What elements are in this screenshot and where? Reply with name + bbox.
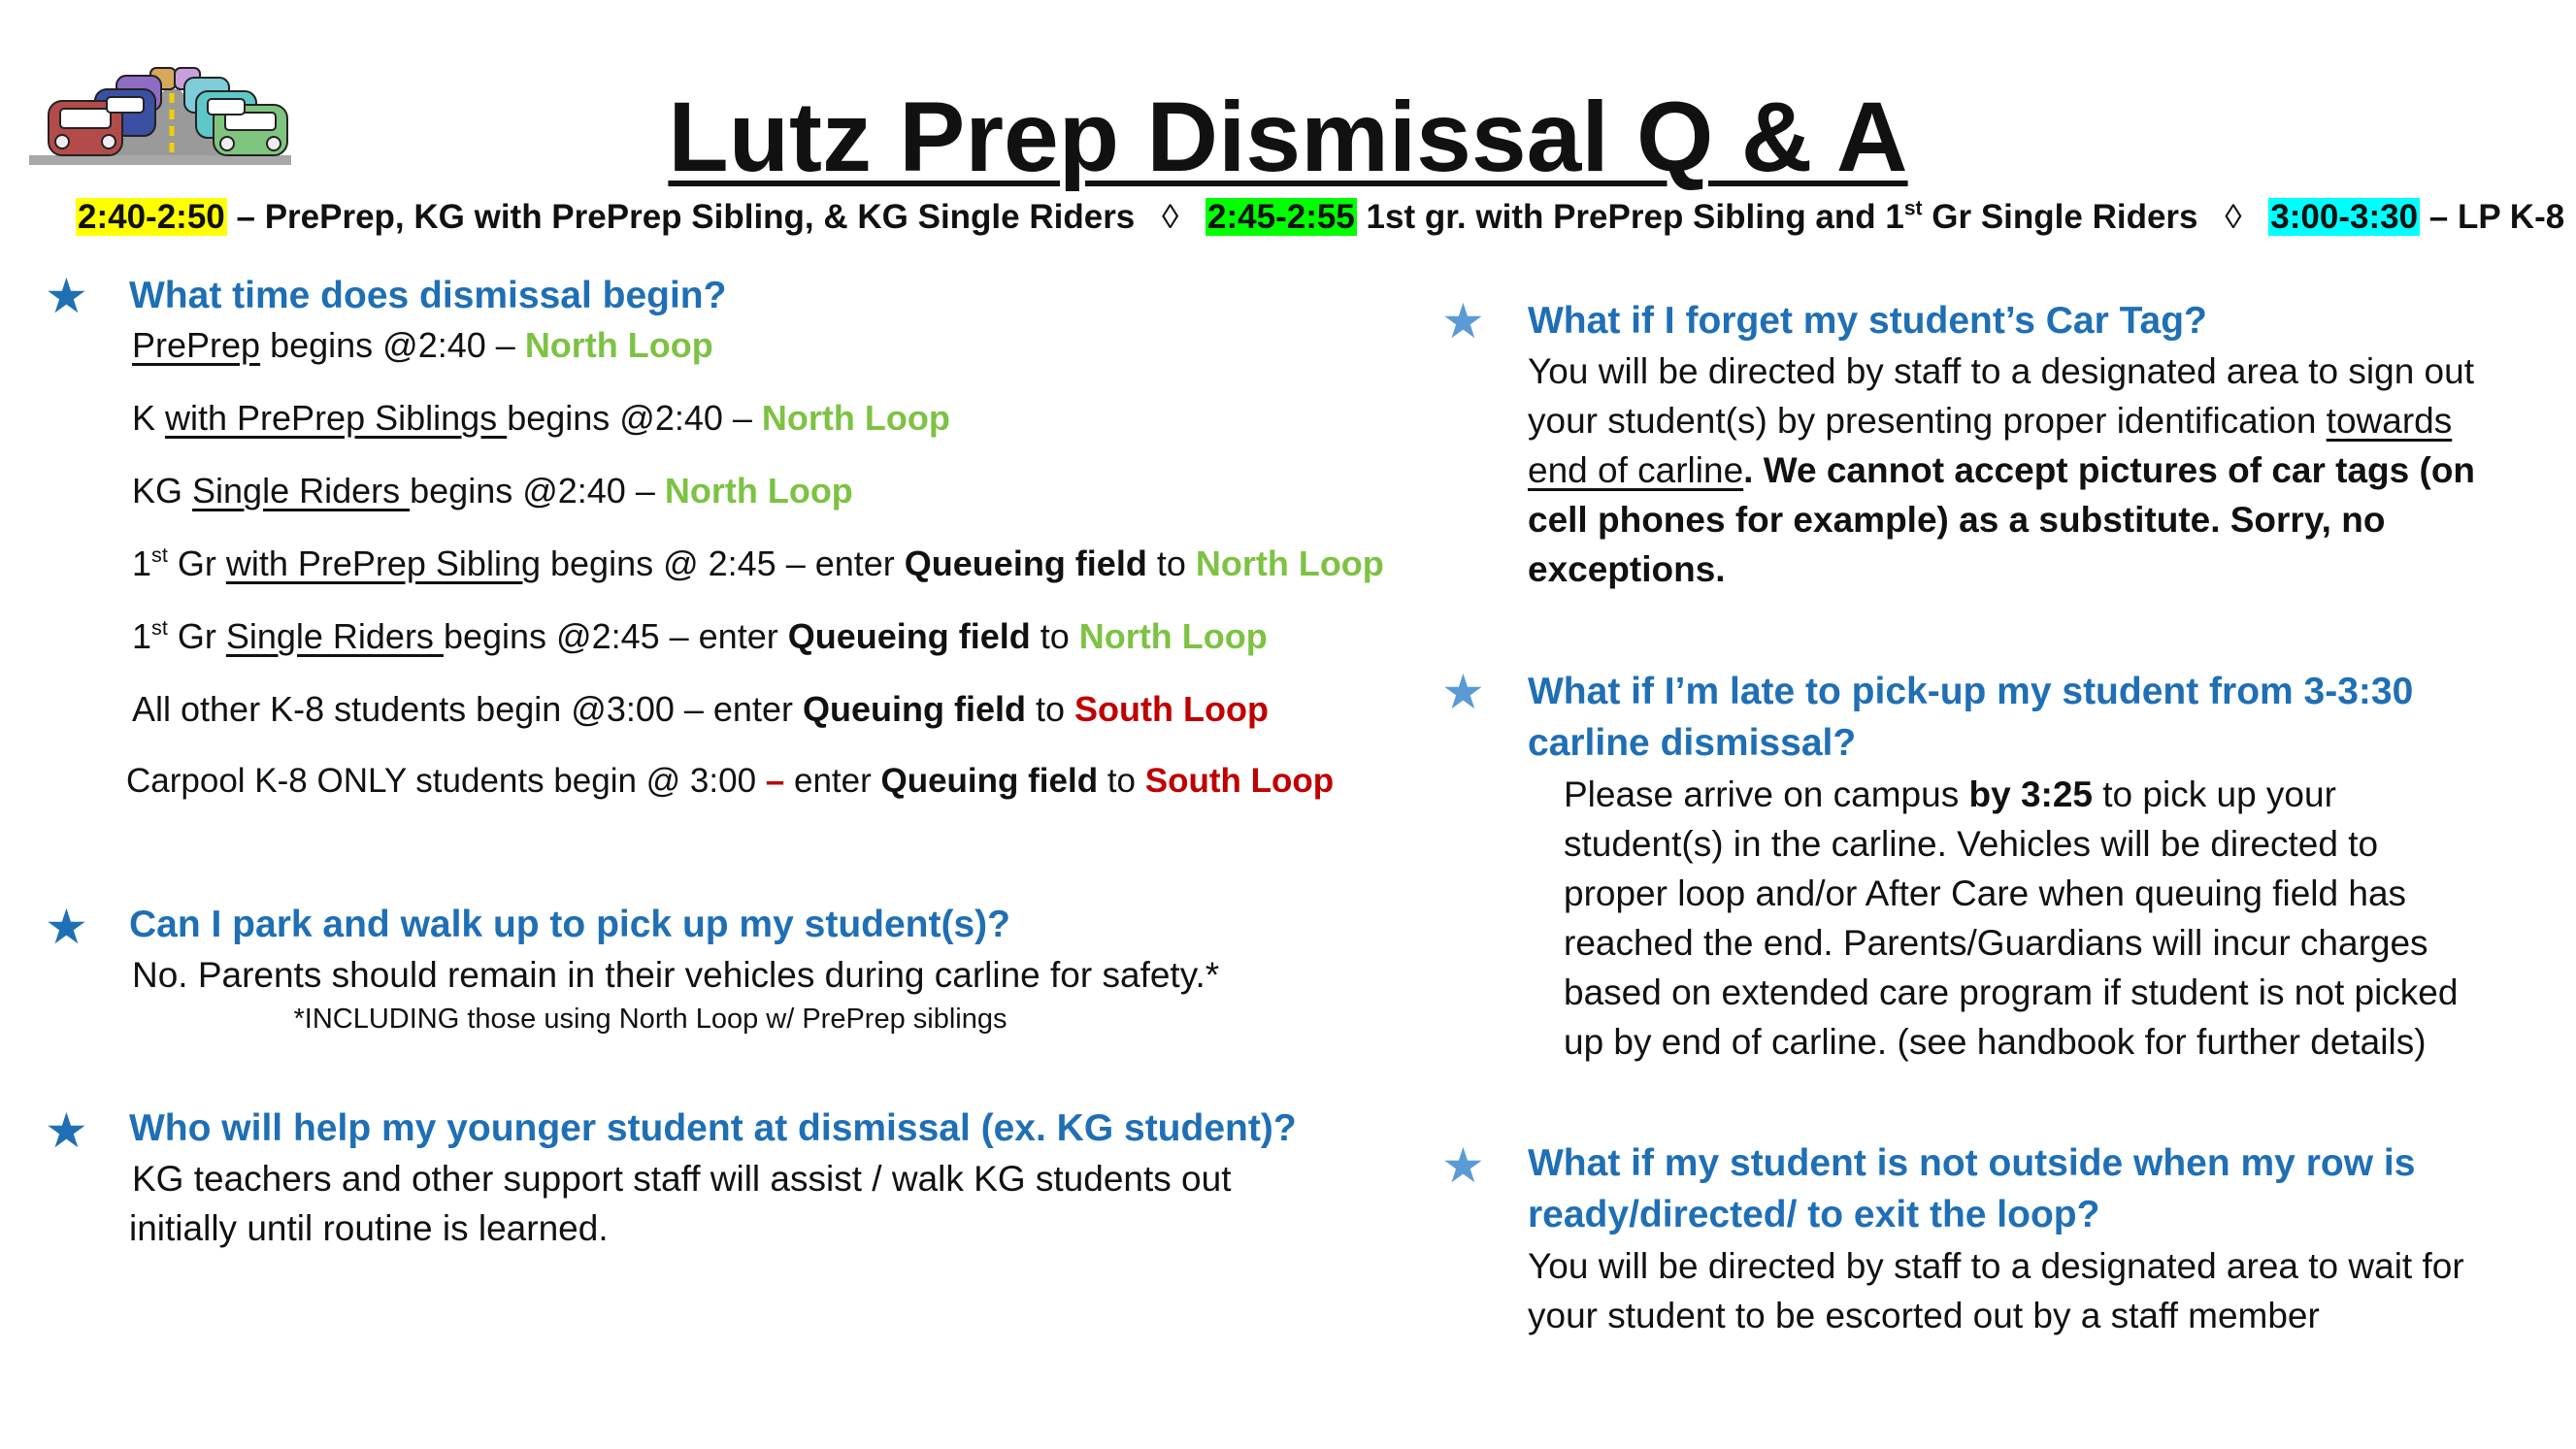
question-dismissal-time: What time does dismissal begin? bbox=[129, 275, 727, 316]
question-car-tag: What if I forget my student’s Car Tag? bbox=[1528, 300, 2207, 342]
list-item: All other K-8 students begin @3:00 – enter Queuing field to South Loop bbox=[132, 689, 1269, 729]
list-item: Carpool K-8 ONLY students begin @ 3:00 – enter Queuing field to South Loop bbox=[126, 762, 1335, 800]
footnote: *INCLUDING those using North Loop w/ PrePrep siblings bbox=[293, 1004, 1007, 1035]
schedule-time-1: 2:40-2:50 bbox=[78, 198, 225, 236]
answer-park-walk: No. Parents should remain in their vehicles during carline for safety.* bbox=[132, 955, 1220, 995]
question-late-pickup: What if I’m late to pick-up my student from 3-3:30 carline dismissal? bbox=[1528, 671, 2414, 764]
question-younger-student: Who will help my younger student at dismissal (ex. KG student)? bbox=[129, 1107, 1297, 1149]
star-bullet-icon: ★ bbox=[1441, 665, 1485, 719]
star-bullet-icon: ★ bbox=[45, 269, 88, 323]
schedule-text-2a: 1st gr. with PrePrep Sibling and 1 bbox=[1366, 198, 1904, 236]
dismissal-schedule bbox=[76, 194, 2565, 241]
diamond-separator-icon: ◊ bbox=[1162, 198, 1179, 236]
schedule-text-2b: Gr Single Riders bbox=[1932, 198, 2198, 236]
star-bullet-icon: ★ bbox=[45, 1103, 88, 1158]
answer-line: initially until routine is learned. bbox=[129, 1208, 609, 1248]
star-bullet-icon: ★ bbox=[45, 900, 88, 954]
answer-line: KG teachers and other support staff will assist / walk KG students out bbox=[132, 1159, 1232, 1199]
list-item: 1st Gr with PrePrep Sibling begins @ 2:45 – enter Queueing field to North Loop bbox=[132, 542, 1384, 583]
list-item: 1st Gr Single Riders begins @2:45 – enter Queueing field to North Loop bbox=[132, 614, 1268, 656]
answer-late-pickup: Please arrive on campus by 3:25 to pick up your student(s) in the carline. Vehicles will be directed to proper loop and/or After Care when queuing field has reached the end. Parents/Guardians will incur charges based on extended care program if student is not picked up by end of carline. (see handbook for further details) bbox=[1564, 774, 2459, 1062]
diamond-separator-icon: ◊ bbox=[2225, 198, 2242, 236]
list-item: PrePrep begins @2:40 – North Loop bbox=[132, 325, 713, 365]
schedule-text-3: – LP K-8 bbox=[2428, 198, 2565, 236]
answer-car-tag: You will be directed by staff to a designated area to sign out your student(s) by presenting proper identification towards end of carline. We cannot accept pictures of car tags (on cell phones for example) as a substitute. Sorry, no exceptions. bbox=[1528, 351, 2476, 589]
schedule-time-2: 2:45-2:55 bbox=[1207, 198, 1355, 236]
schedule-time-3: 3:00-3:30 bbox=[2270, 198, 2419, 236]
star-bullet-icon: ★ bbox=[1441, 294, 1485, 348]
question-park-walk: Can I park and walk up to pick up my student(s)? bbox=[129, 904, 1010, 945]
list-item: K with PrePrep Siblings begins @2:40 – North Loop bbox=[132, 398, 950, 438]
schedule-text-1: – PrePrep, KG with PrePrep Sibling, & KG Single Riders bbox=[236, 198, 1136, 236]
list-item: KG Single Riders begins @2:40 – North Loop bbox=[132, 471, 853, 510]
star-bullet-icon: ★ bbox=[1441, 1138, 1485, 1193]
superscript: st bbox=[1903, 197, 1923, 220]
page-title: Lutz Prep Dismissal Q & A bbox=[668, 82, 1908, 192]
question-student-not-outside: What if my student is not outside when my row is ready/directed/ to exit the loop? bbox=[1528, 1142, 2416, 1235]
answer-student-not-outside: You will be directed by staff to a designated area to wait for your student to be escorted out by a staff member bbox=[1528, 1246, 2464, 1335]
